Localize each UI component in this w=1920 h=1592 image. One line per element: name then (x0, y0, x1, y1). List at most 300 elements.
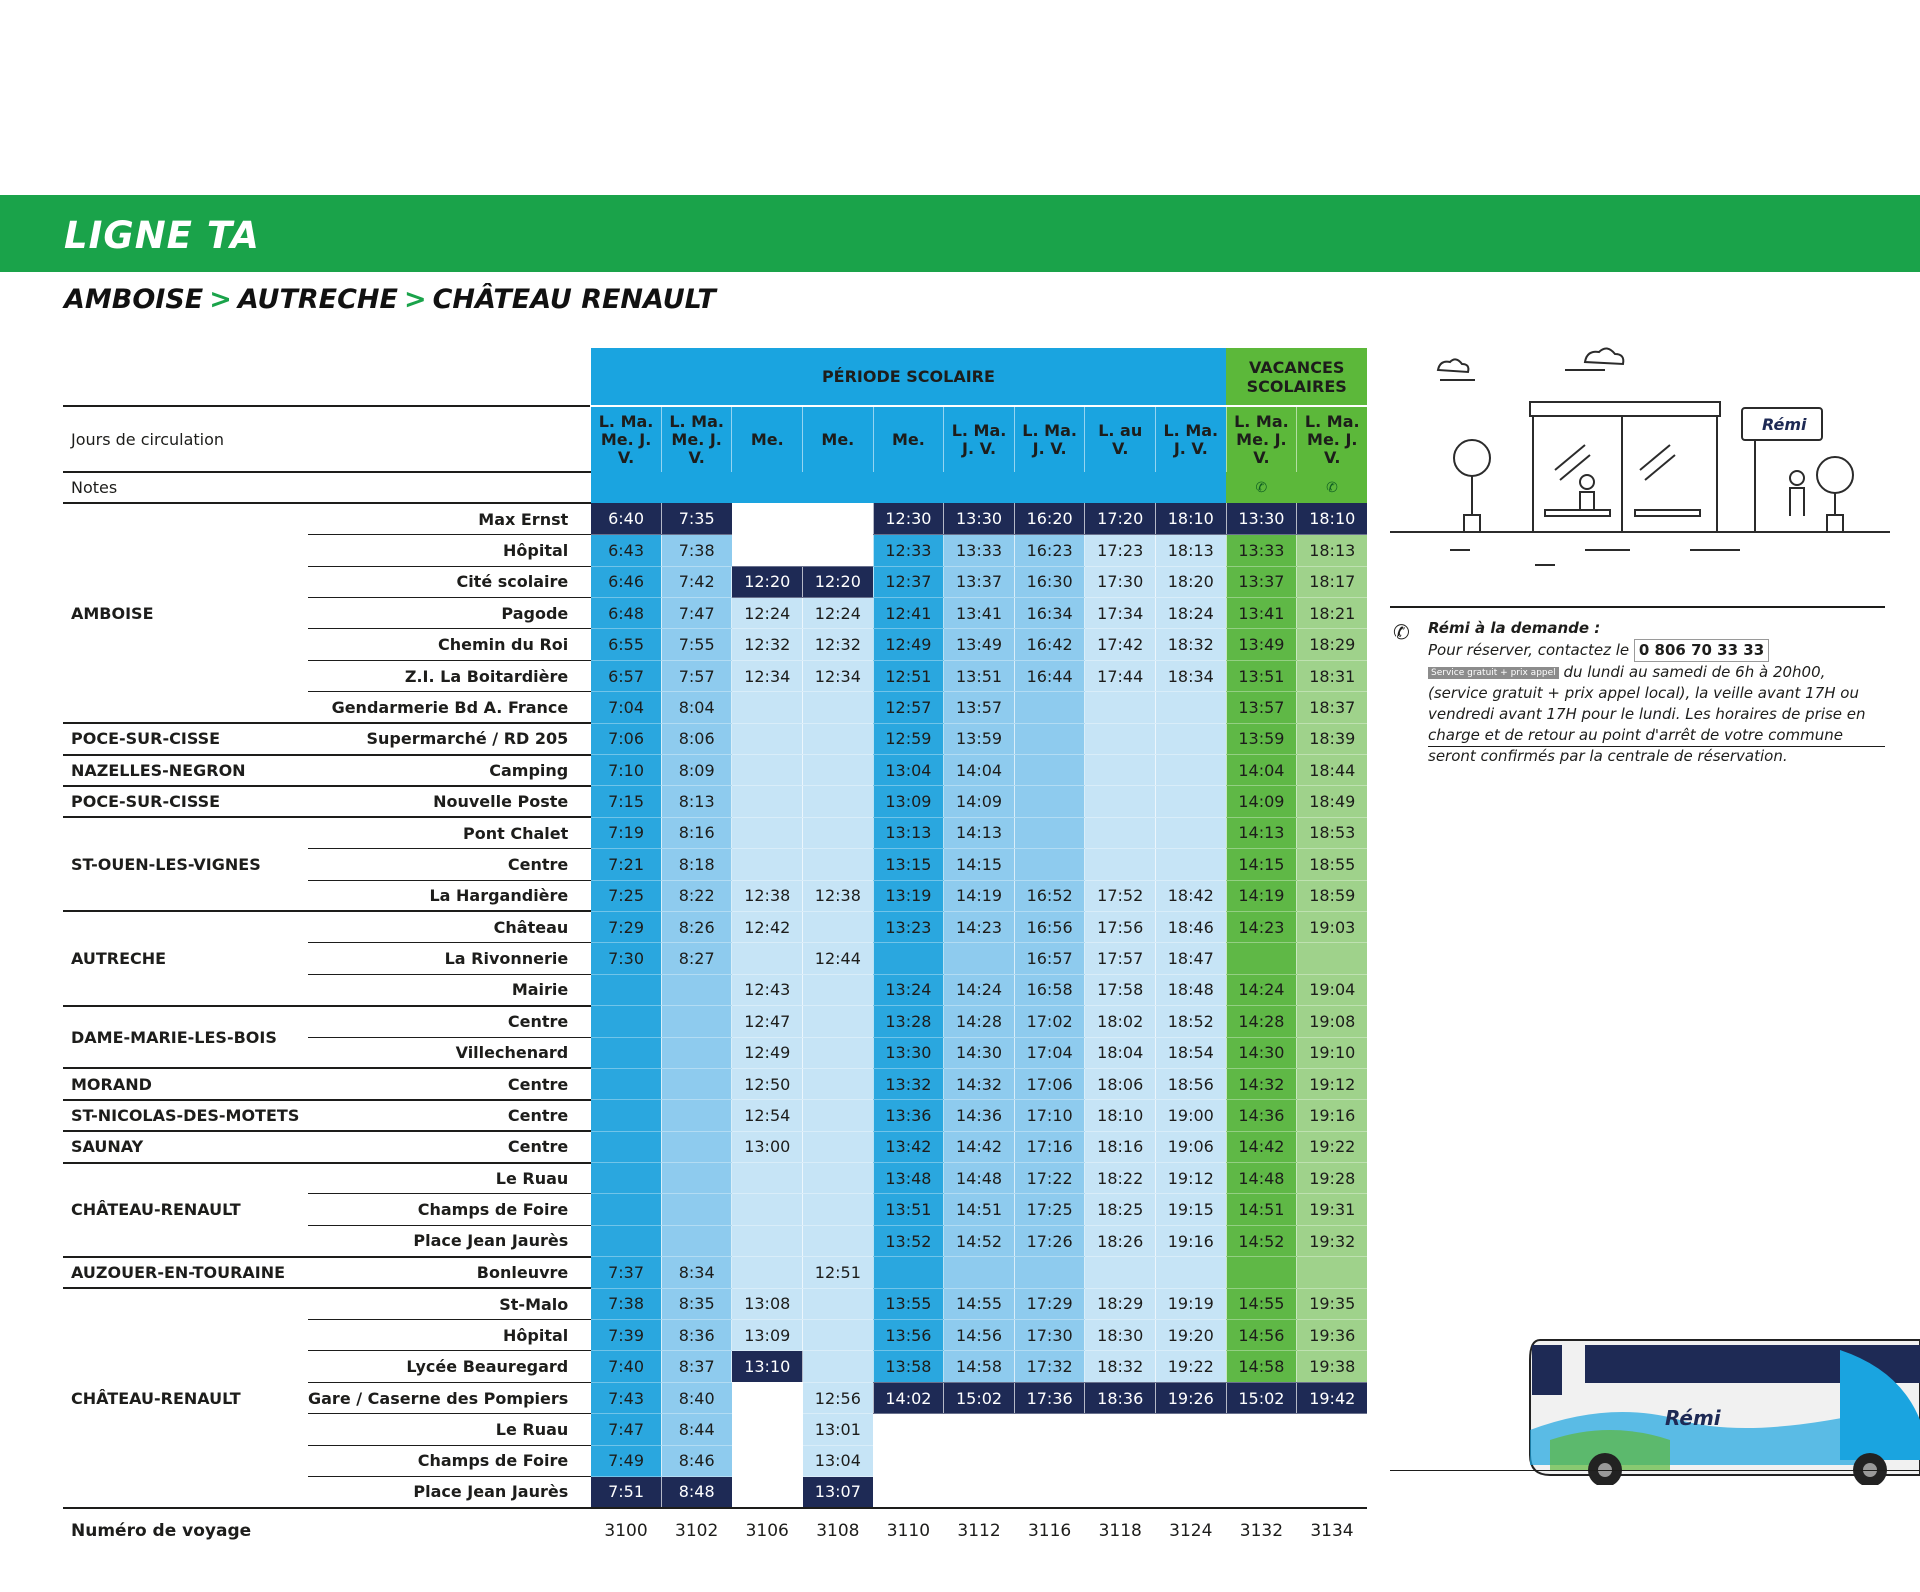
time-cell (1085, 755, 1156, 786)
time-cell: 13:30 (1226, 503, 1297, 534)
time-cell: 18:47 (1156, 943, 1227, 974)
time-cell (803, 503, 874, 534)
time-cell: 14:55 (944, 1288, 1015, 1319)
stop-name: Hôpital (308, 1320, 591, 1351)
time-cell: 16:30 (1014, 566, 1085, 597)
time-cell: 13:37 (1226, 566, 1297, 597)
time-cell (1156, 1477, 1227, 1508)
time-cell (803, 1100, 874, 1131)
time-cell: 14:23 (944, 911, 1015, 942)
time-cell: 14:42 (944, 1131, 1015, 1162)
stop-name: Pont Chalet (308, 817, 591, 848)
time-cell (944, 1445, 1015, 1476)
commune-name: AMBOISE (63, 503, 308, 723)
time-cell: 18:54 (1156, 1037, 1227, 1068)
commune-name: CHÂTEAU-RENAULT (63, 1163, 308, 1257)
time-cell: 19:31 (1297, 1194, 1368, 1225)
time-cell: 12:24 (803, 598, 874, 629)
time-cell: 8:36 (661, 1320, 732, 1351)
time-cell: 12:51 (803, 1257, 874, 1288)
bus-brand-text: Rémi (1665, 1406, 1721, 1430)
time-cell (591, 1037, 662, 1068)
time-cell (1014, 723, 1085, 754)
time-cell (1156, 755, 1227, 786)
time-cell (591, 1068, 662, 1099)
notes-label: Notes (63, 472, 591, 503)
time-cell (1085, 1477, 1156, 1508)
time-cell: 18:20 (1156, 566, 1227, 597)
time-cell (591, 1006, 662, 1037)
trip-days (873, 406, 944, 472)
time-cell: 14:13 (944, 817, 1015, 848)
stop-name: Champs de Foire (308, 1194, 591, 1225)
cloud-icon (1585, 348, 1623, 364)
time-cell: 13:13 (873, 817, 944, 848)
day-line: Me. (750, 429, 784, 449)
time-cell: 14:48 (944, 1163, 1015, 1194)
time-cell: 14:09 (944, 786, 1015, 817)
time-cell: 14:23 (1226, 911, 1297, 942)
time-cell: 13:48 (873, 1163, 944, 1194)
time-cell: 14:56 (944, 1320, 1015, 1351)
time-cell: 17:36 (1014, 1382, 1085, 1413)
vacances-line2: SCOLAIRES (1246, 376, 1347, 396)
time-cell (1297, 1414, 1368, 1445)
stop-name: La Rivonnerie (308, 943, 591, 974)
time-cell: 8:35 (661, 1288, 732, 1319)
time-cell: 17:23 (1085, 535, 1156, 566)
trip-days (803, 406, 874, 472)
time-cell (1085, 692, 1156, 723)
time-cell: 12:51 (873, 660, 944, 691)
stop-name: Hôpital (308, 535, 591, 566)
time-cell (1297, 1257, 1368, 1288)
time-cell (661, 1225, 732, 1256)
time-cell: 6:40 (591, 503, 662, 534)
time-cell (732, 943, 803, 974)
stop-name: Place Jean Jaurès (308, 1477, 591, 1508)
day-line: L. Ma. (1234, 411, 1289, 431)
trip-days (1085, 406, 1156, 472)
day-line: V. (688, 447, 705, 467)
trip-number: 3102 (661, 1508, 732, 1554)
time-cell: 14:24 (1226, 974, 1297, 1005)
trip-number: 3118 (1085, 1508, 1156, 1554)
stop-name: Camping (308, 755, 591, 786)
time-cell (803, 974, 874, 1005)
time-cell: 6:48 (591, 598, 662, 629)
time-cell: 17:04 (1014, 1037, 1085, 1068)
commune-name: MORAND (63, 1068, 308, 1099)
time-cell (1156, 1414, 1227, 1445)
trip-number: 3134 (1297, 1508, 1368, 1554)
time-cell: 14:52 (944, 1225, 1015, 1256)
trip-note (1014, 472, 1085, 503)
time-cell: 14:15 (944, 849, 1015, 880)
time-cell: 15:02 (1226, 1382, 1297, 1413)
commune-name: POCE-SUR-CISSE (63, 786, 308, 817)
time-cell: 14:32 (1226, 1068, 1297, 1099)
time-cell: 13:41 (944, 598, 1015, 629)
stop-name: Nouvelle Poste (308, 786, 591, 817)
time-cell: 13:33 (944, 535, 1015, 566)
remi-phone: 0 806 70 33 33 (1634, 639, 1769, 662)
stop-name: Chemin du Roi (308, 629, 591, 660)
time-cell: 12:34 (732, 660, 803, 691)
time-cell: 7:49 (591, 1445, 662, 1476)
time-cell: 17:42 (1085, 629, 1156, 660)
time-cell: 12:34 (803, 660, 874, 691)
commune-name: ST-NICOLAS-DES-MOTETS (63, 1100, 308, 1131)
time-cell: 19:42 (1297, 1382, 1368, 1413)
time-cell: 16:56 (1014, 911, 1085, 942)
time-cell (661, 974, 732, 1005)
time-cell (591, 1100, 662, 1131)
commune-name: DAME-MARIE-LES-BOIS (63, 1006, 308, 1069)
time-cell: 12:44 (803, 943, 874, 974)
time-cell: 14:58 (1226, 1351, 1297, 1382)
time-cell (732, 1414, 803, 1445)
time-cell: 18:42 (1156, 880, 1227, 911)
time-cell: 16:34 (1014, 598, 1085, 629)
trip-note (1156, 472, 1227, 503)
time-cell (732, 817, 803, 848)
time-cell: 7:47 (591, 1414, 662, 1445)
stop-name: La Hargandière (308, 880, 591, 911)
time-cell (1014, 692, 1085, 723)
time-cell: 14:48 (1226, 1163, 1297, 1194)
time-cell: 18:55 (1297, 849, 1368, 880)
commune-name: AUZOUER-EN-TOURAINE (63, 1257, 308, 1288)
header-band (0, 195, 1920, 272)
separator-line (1390, 606, 1885, 608)
time-cell: 7:04 (591, 692, 662, 723)
trip-days (1297, 406, 1368, 472)
time-cell (1014, 786, 1085, 817)
time-cell (732, 503, 803, 534)
time-cell: 18:21 (1297, 598, 1368, 629)
time-cell (1156, 786, 1227, 817)
time-cell (732, 755, 803, 786)
time-cell: 8:46 (661, 1445, 732, 1476)
time-cell: 13:09 (873, 786, 944, 817)
time-cell: 13:30 (944, 503, 1015, 534)
time-cell (732, 1257, 803, 1288)
trip-note (591, 472, 662, 503)
time-cell: 13:49 (1226, 629, 1297, 660)
time-cell: 7:06 (591, 723, 662, 754)
time-cell: 7:39 (591, 1320, 662, 1351)
time-cell: 17:06 (1014, 1068, 1085, 1099)
time-cell: 19:28 (1297, 1163, 1368, 1194)
commune-name: NAZELLES-NEGRON (63, 755, 308, 786)
time-cell (591, 1194, 662, 1225)
time-cell: 17:25 (1014, 1194, 1085, 1225)
time-cell (873, 1477, 944, 1508)
time-cell: 16:57 (1014, 943, 1085, 974)
time-cell: 18:32 (1085, 1351, 1156, 1382)
route-arrow-2: > (403, 284, 427, 315)
time-cell: 13:01 (803, 1414, 874, 1445)
trip-number: 3110 (873, 1508, 944, 1554)
bus-illustration (1510, 1330, 1920, 1485)
jours-label: Jours de circulation (63, 406, 591, 472)
time-cell: 17:44 (1085, 660, 1156, 691)
time-cell: 12:49 (732, 1037, 803, 1068)
day-line: Me. (892, 429, 925, 449)
time-cell: 14:24 (944, 974, 1015, 1005)
time-cell: 12:24 (732, 598, 803, 629)
time-cell: 15:02 (944, 1382, 1015, 1413)
trip-days (1014, 406, 1085, 472)
time-cell: 14:36 (1226, 1100, 1297, 1131)
time-cell: 18:46 (1156, 911, 1227, 942)
time-cell: 18:56 (1156, 1068, 1227, 1099)
time-cell (591, 974, 662, 1005)
time-cell (1014, 1445, 1085, 1476)
time-cell: 17:22 (1014, 1163, 1085, 1194)
day-line: J. V. (1032, 438, 1067, 458)
time-cell: 8:04 (661, 692, 732, 723)
time-cell: 12:32 (732, 629, 803, 660)
separator-line-2 (1428, 746, 1885, 747)
time-cell: 13:09 (732, 1320, 803, 1351)
time-cell (1156, 849, 1227, 880)
time-cell: 7:21 (591, 849, 662, 880)
time-cell (803, 1131, 874, 1162)
trip-note (732, 472, 803, 503)
time-cell: 18:06 (1085, 1068, 1156, 1099)
time-cell: 18:16 (1085, 1131, 1156, 1162)
bottom-rule (1390, 1470, 1920, 1471)
time-cell: 19:08 (1297, 1006, 1368, 1037)
cloud-icon (1438, 359, 1468, 372)
time-cell: 19:03 (1297, 911, 1368, 942)
time-cell: 6:57 (591, 660, 662, 691)
time-cell: 14:36 (944, 1100, 1015, 1131)
time-cell: 14:51 (944, 1194, 1015, 1225)
time-cell: 18:39 (1297, 723, 1368, 754)
time-cell: 19:36 (1297, 1320, 1368, 1351)
time-cell: 13:15 (873, 849, 944, 880)
time-cell: 18:31 (1297, 660, 1368, 691)
time-cell: 18:29 (1085, 1288, 1156, 1319)
trip-note (944, 472, 1015, 503)
day-line: V. (1112, 438, 1129, 458)
time-cell (803, 911, 874, 942)
time-cell: 16:52 (1014, 880, 1085, 911)
trip-days (591, 406, 662, 472)
time-cell: 13:58 (873, 1351, 944, 1382)
time-cell (803, 723, 874, 754)
time-cell (803, 1068, 874, 1099)
remi-sign-text: Rémi (1762, 415, 1807, 434)
time-cell (1297, 943, 1368, 974)
time-cell: 19:32 (1297, 1225, 1368, 1256)
commune-name: CHÂTEAU-RENAULT (63, 1288, 308, 1508)
numero-label: Numéro de voyage (63, 1508, 591, 1554)
time-cell: 14:30 (944, 1037, 1015, 1068)
time-cell: 18:13 (1297, 535, 1368, 566)
time-cell (1085, 1445, 1156, 1476)
time-cell: 19:06 (1156, 1131, 1227, 1162)
time-cell: 8:48 (661, 1477, 732, 1508)
time-cell: 8:34 (661, 1257, 732, 1288)
commune-name: AUTRECHE (63, 911, 308, 1005)
time-cell: 16:20 (1014, 503, 1085, 534)
route-arrow-1: > (209, 284, 232, 315)
time-cell: 14:42 (1226, 1131, 1297, 1162)
time-cell: 18:52 (1156, 1006, 1227, 1037)
period-scolaire-header: PÉRIODE SCOLAIRE (591, 348, 1226, 406)
time-cell: 13:59 (1226, 723, 1297, 754)
time-cell: 7:29 (591, 911, 662, 942)
time-cell: 17:58 (1085, 974, 1156, 1005)
time-cell: 14:30 (1226, 1037, 1297, 1068)
time-cell: 12:20 (732, 566, 803, 597)
vacances-line1: VACANCES (1249, 357, 1345, 377)
time-cell: 16:44 (1014, 660, 1085, 691)
phone-note-icon: ✆ (1226, 472, 1297, 503)
trip-note (873, 472, 944, 503)
time-cell (803, 535, 874, 566)
time-cell: 12:57 (873, 692, 944, 723)
route-stop-3: CHÂTEAU RENAULT (432, 284, 716, 315)
time-cell: 7:43 (591, 1382, 662, 1413)
day-line: L. au (1098, 420, 1143, 440)
time-cell: 17:16 (1014, 1131, 1085, 1162)
stop-name: Bonleuvre (308, 1257, 591, 1288)
trip-number: 3100 (591, 1508, 662, 1554)
stop-name: Mairie (308, 974, 591, 1005)
time-cell: 18:17 (1297, 566, 1368, 597)
time-cell: 12:38 (732, 880, 803, 911)
trip-note (803, 472, 874, 503)
time-cell: 19:22 (1297, 1131, 1368, 1162)
time-cell: 7:25 (591, 880, 662, 911)
time-cell: 18:10 (1156, 503, 1227, 534)
time-cell: 19:12 (1156, 1163, 1227, 1194)
trip-days (1156, 406, 1227, 472)
time-cell: 14:04 (1226, 755, 1297, 786)
time-cell: 13:59 (944, 723, 1015, 754)
time-cell (732, 1194, 803, 1225)
time-cell (661, 1006, 732, 1037)
stop-name: Centre (308, 1100, 591, 1131)
day-line: Me. J. (671, 429, 722, 449)
time-cell: 12:37 (873, 566, 944, 597)
time-cell: 7:40 (591, 1351, 662, 1382)
time-cell (1226, 1445, 1297, 1476)
time-cell (732, 723, 803, 754)
day-line: L. Ma. (1022, 420, 1077, 440)
route-stop-1: AMBOISE (64, 284, 204, 315)
time-cell (1014, 755, 1085, 786)
time-cell: 14:55 (1226, 1288, 1297, 1319)
time-cell: 13:51 (944, 660, 1015, 691)
time-cell: 13:00 (732, 1131, 803, 1162)
day-line: Me. J. (1236, 429, 1287, 449)
day-line: V. (1253, 447, 1270, 467)
time-cell (1226, 943, 1297, 974)
time-cell (803, 1320, 874, 1351)
stop-name: Pagode (308, 598, 591, 629)
time-cell: 7:10 (591, 755, 662, 786)
time-cell (1156, 1445, 1227, 1476)
time-cell (803, 1037, 874, 1068)
commune-name: ST-OUEN-LES-VIGNES (63, 817, 308, 911)
stop-name: Place Jean Jaurès (308, 1225, 591, 1256)
time-cell (661, 1100, 732, 1131)
time-cell: 18:37 (1297, 692, 1368, 723)
time-cell: 13:51 (1226, 660, 1297, 691)
time-cell: 13:10 (732, 1351, 803, 1382)
time-cell: 13:57 (944, 692, 1015, 723)
time-cell: 18:59 (1297, 880, 1368, 911)
time-cell: 19:38 (1297, 1351, 1368, 1382)
time-cell (803, 1225, 874, 1256)
stop-name: Lycée Beauregard (308, 1351, 591, 1382)
time-cell: 6:55 (591, 629, 662, 660)
time-cell: 17:34 (1085, 598, 1156, 629)
time-cell (732, 1163, 803, 1194)
trip-number: 3108 (803, 1508, 874, 1554)
time-cell: 17:02 (1014, 1006, 1085, 1037)
line-title: LIGNE TA (64, 214, 260, 257)
time-cell (1226, 1477, 1297, 1508)
time-cell: 13:08 (732, 1288, 803, 1319)
time-cell: 18:29 (1297, 629, 1368, 660)
time-cell: 12:32 (803, 629, 874, 660)
time-cell (944, 1477, 1015, 1508)
time-cell: 18:53 (1297, 817, 1368, 848)
time-cell: 8:37 (661, 1351, 732, 1382)
time-cell (1014, 1257, 1085, 1288)
time-cell (1085, 1257, 1156, 1288)
day-line: J. V. (962, 438, 997, 458)
time-cell: 18:48 (1156, 974, 1227, 1005)
time-cell (1226, 1414, 1297, 1445)
day-line: L. Ma. (951, 420, 1007, 440)
time-cell (803, 755, 874, 786)
time-cell (661, 1194, 732, 1225)
time-cell: 13:33 (1226, 535, 1297, 566)
time-cell: 7:55 (661, 629, 732, 660)
time-cell: 19:20 (1156, 1320, 1227, 1351)
time-cell: 18:13 (1156, 535, 1227, 566)
time-cell (803, 1194, 874, 1225)
time-cell: 12:49 (873, 629, 944, 660)
time-cell: 18:44 (1297, 755, 1368, 786)
remi-info (1428, 618, 1888, 767)
trip-number: 3132 (1226, 1508, 1297, 1554)
time-cell: 17:26 (1014, 1225, 1085, 1256)
time-cell: 18:02 (1085, 1006, 1156, 1037)
time-cell (732, 1445, 803, 1476)
time-cell (1156, 817, 1227, 848)
time-cell: 18:32 (1156, 629, 1227, 660)
time-cell (732, 849, 803, 880)
stop-name: Le Ruau (308, 1414, 591, 1445)
time-cell: 13:19 (873, 880, 944, 911)
time-cell (661, 1037, 732, 1068)
time-cell: 17:20 (1085, 503, 1156, 534)
time-cell: 8:18 (661, 849, 732, 880)
time-cell (803, 786, 874, 817)
time-cell (661, 1131, 732, 1162)
time-cell: 17:30 (1085, 566, 1156, 597)
time-cell: 7:35 (661, 503, 732, 534)
